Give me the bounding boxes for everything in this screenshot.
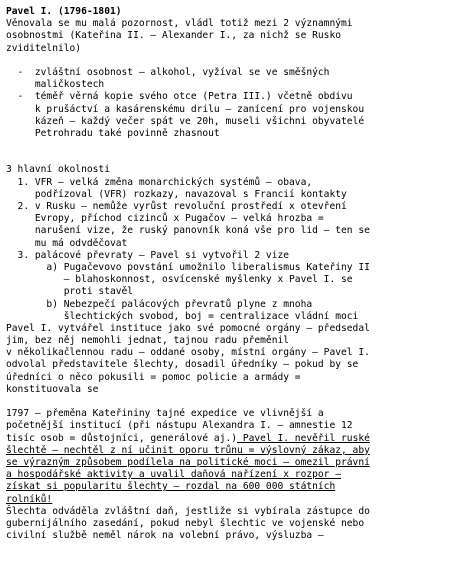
text-line: civilní službě neměl nárok na volební právo, výsluzba – <box>6 530 324 542</box>
list-line: - téměř věrná kopie svého otce (Petra III.) včetně obdivu <box>6 91 353 103</box>
underlined-line: šlechtě – nechtěl z ní učinit oporu trůnu = výslovný zákaz, aby <box>6 444 370 456</box>
text-line: zviditelnilo) <box>6 42 82 54</box>
underlined-line: se výrazným způsobem podílela na politické moci – omezil právní <box>6 456 370 468</box>
list-line: mu má odvděčovat <box>6 237 128 249</box>
text-line: Šlechta odváděla zvláštní daň, jestliže si vybírala zástupce do <box>6 505 370 517</box>
underlined-line: a hospodářské aktivity a uvalil daňová nařízení x rozpor – <box>6 469 342 481</box>
underlined-line: rolníků! <box>6 493 53 505</box>
text-line: gubernijálního zasedání, pokud nebyl šlechtic ve vojenské nebo <box>6 517 365 529</box>
spacer <box>6 140 447 152</box>
institutions-paragraph <box>6 323 447 396</box>
underlined-line: získat si popularitu šlechty – rozdal na 600 000 státních <box>6 481 336 493</box>
circumstances-title: 3 hlavní okolnosti <box>6 164 110 176</box>
list-line: šlechtických svobod, boj = centralizace vládní moci <box>6 310 359 322</box>
text-line <box>6 433 447 445</box>
list-line: narušení vize, že ruský panovník koná vše pro lid – ten se <box>6 225 370 237</box>
paragraph-1797 <box>6 408 447 506</box>
list-line: podřízoval (VFR) rozkazy, navazoval s Francií kontakty <box>6 188 347 200</box>
text-line: odvolal představitele šlechty, dosadil úředníky – pokud by se <box>6 359 359 371</box>
text-line: 1797 – přeměna Kateřininy tajné expedice ve vlivnější a <box>6 408 324 420</box>
spacer <box>6 55 447 67</box>
spacer <box>6 396 447 408</box>
list-line: 1. VFR – velká změna monarchických systémů – obava, <box>6 176 313 188</box>
list-line: Petrohradu také povinně zhasnout <box>6 127 220 139</box>
intro-paragraph <box>6 18 447 55</box>
list-line: k prušáctví a kasárenskému drilu – zanícení pro vojenskou <box>6 103 365 115</box>
list-line: - zvláštní osobnost – alkohol, vyžíval se ve směšných <box>6 66 330 78</box>
heading: Pavel I. (1796-1801) <box>6 6 122 17</box>
text-run: tisíc osob = důstojníci, generálové aj.) <box>6 432 238 444</box>
underlined-text: Pavel I. nevěřil ruské <box>237 432 370 444</box>
text-line: v několikačlennou radu – oddané osoby, místní orgány – Pavel I. <box>6 347 370 359</box>
text-line: konstituovala se <box>6 383 99 395</box>
spacer <box>6 152 447 164</box>
text-line: osobnostmi (Kateřina II. – Alexander I., za nichž se Rusko <box>6 30 342 42</box>
circumstances-list <box>6 177 447 323</box>
list-line: proti stavěl <box>6 286 134 298</box>
text-line: Pavel I. vytvářel instituce jako své pomocné orgány – předsedal <box>6 322 370 334</box>
list-line: – blahoskonnost, osvícenské myšlenky x Pavel I. se <box>6 274 353 286</box>
traits-list <box>6 67 447 140</box>
list-line: a) Pugačevovo povstání umožnilo liberalismus Kateřiny II <box>6 261 370 273</box>
list-line: 2. v Rusku – nemůže vyrůst revoluční prostředí x otevření <box>6 201 347 212</box>
text-line: úředníci o něco pokusili = pomoc policie a armády = <box>6 371 301 383</box>
list-line: maličkostech <box>6 79 105 91</box>
list-line: 3. palácové převraty – Pavel si vytvořil 2 vize <box>6 249 290 261</box>
text-line: početnější institucí (při nástupu Alexandra I. – amnestie 12 <box>6 420 353 432</box>
list-line: Evropy, příchod cizinců x Pugačov – velká hrozba = <box>6 213 324 225</box>
list-line: kázeň – každý večer spát ve 20h, museli všichni obyvatelé <box>6 115 365 127</box>
tax-paragraph <box>6 506 447 543</box>
list-line: b) Nebezpečí palácových převratů plyne z mnoha <box>6 298 313 310</box>
text-line: jim, bez něj nemohli jednat, tajnou radu přeměnil <box>6 335 290 347</box>
text-line: Věnovala se mu malá pozornost, vládl totiž mezi 2 významnými <box>6 18 353 30</box>
